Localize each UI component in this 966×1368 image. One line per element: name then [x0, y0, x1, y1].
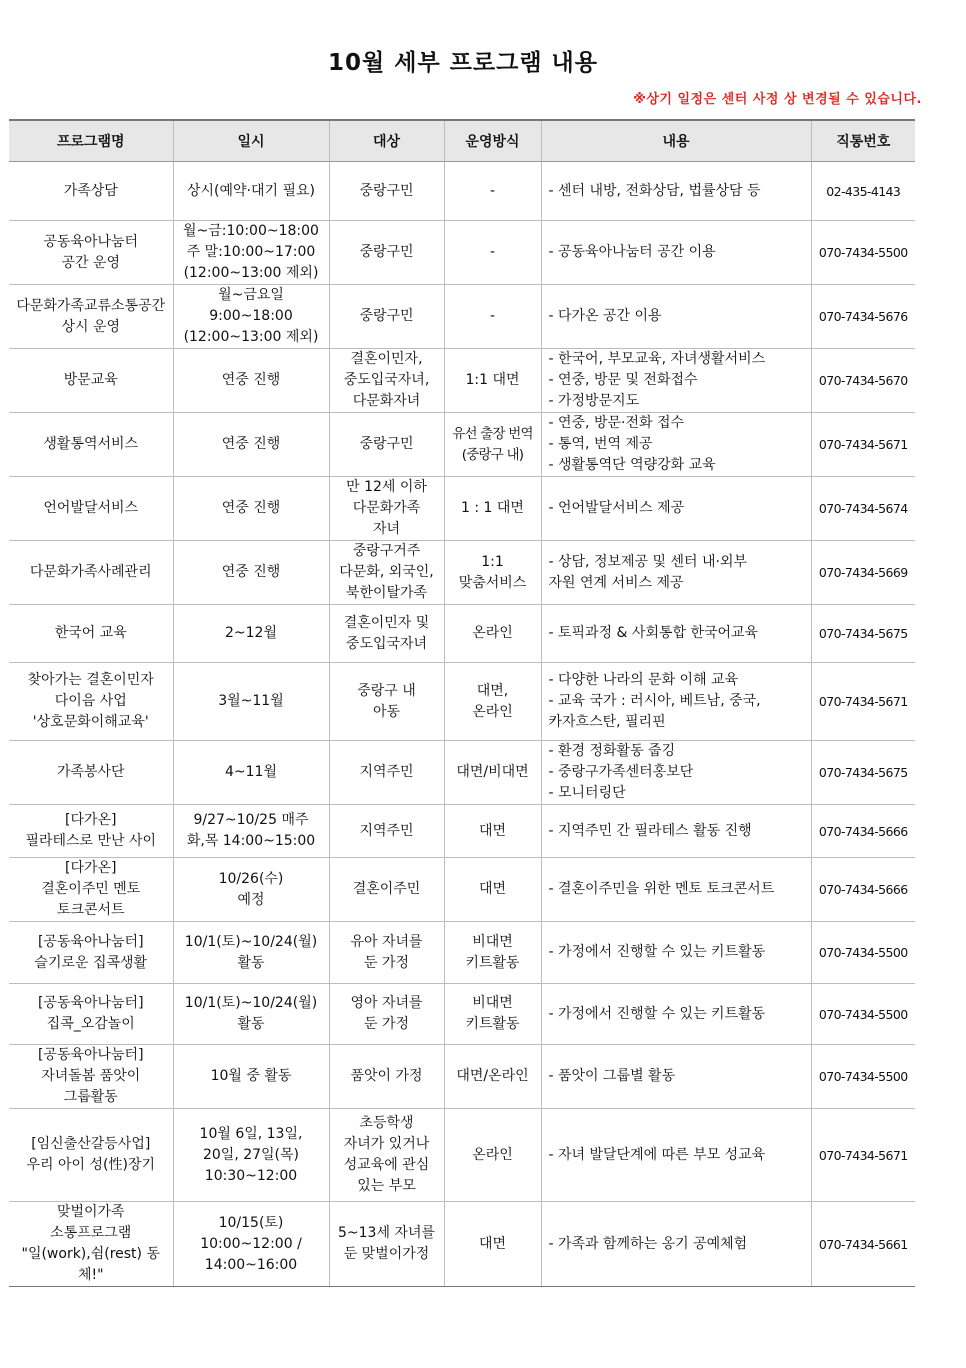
- schedule-cell: 3월~11월: [173, 663, 329, 741]
- method-cell: 유선 출장 번역 (중랑구 내): [444, 413, 541, 477]
- schedule-cell: 연중 진행: [173, 477, 329, 541]
- schedule-cell: 상시(예약·대기 필요): [173, 162, 329, 221]
- program-name-cell: 생활통역서비스: [9, 413, 173, 477]
- program-name-cell: [임신출산갈등사업] 우리 아이 성(性)장기: [9, 1109, 173, 1202]
- schedule-cell: 2~12월: [173, 605, 329, 663]
- program-name-cell: 다문화가족사례관리: [9, 541, 173, 605]
- program-name-cell: [다가온] 결혼이주민 멘토 토크콘서트: [9, 858, 173, 922]
- table-row: [9, 922, 915, 984]
- target-cell: 유아 자녀를 둔 가정: [329, 922, 444, 984]
- schedule-cell: 연중 진행: [173, 413, 329, 477]
- content-cell: - 다가온 공간 이용: [541, 285, 811, 349]
- header-schedule: 일시: [173, 120, 329, 162]
- header-program-name: 프로그램명: [9, 120, 173, 162]
- schedule-cell: 10/15(토) 10:00~12:00 / 14:00~16:00: [173, 1202, 329, 1287]
- header-target: 대상: [329, 120, 444, 162]
- program-name-cell: 공동육아나눔터 공간 운영: [9, 221, 173, 285]
- program-name-cell: 가족봉사단: [9, 741, 173, 805]
- program-name-cell: 가족상담: [9, 162, 173, 221]
- phone-cell: 070-7434-5666: [811, 858, 915, 922]
- header-phone: 직통번호: [811, 120, 915, 162]
- table-row: [9, 162, 915, 221]
- schedule-change-notice: ※상기 일정은 센터 사정 상 변경될 수 있습니다.: [633, 92, 922, 107]
- content-cell: - 가정에서 진행할 수 있는 키트활동: [541, 922, 811, 984]
- schedule-cell: 10/1(토)~10/24(월) 활동: [173, 984, 329, 1045]
- program-name-cell: 한국어 교육: [9, 605, 173, 663]
- schedule-cell: 9/27~10/25 매주 화,목 14:00~15:00: [173, 805, 329, 858]
- header-content: 내용: [541, 120, 811, 162]
- phone-cell: 070-7434-5671: [811, 413, 915, 477]
- method-cell: 온라인: [444, 1109, 541, 1202]
- target-cell: 중랑구민: [329, 162, 444, 221]
- program-name-cell: [공동육아나눔터] 슬기로운 집콕생활: [9, 922, 173, 984]
- target-cell: 지역주민: [329, 741, 444, 805]
- content-cell: - 상담, 정보제공 및 센터 내·외부 자원 연계 서비스 제공: [541, 541, 811, 605]
- method-cell: -: [444, 162, 541, 221]
- table-row: [9, 984, 915, 1045]
- method-cell: 대면: [444, 858, 541, 922]
- table-row: [9, 1202, 915, 1287]
- program-name-cell: [공동육아나눔터] 자녀돌봄 품앗이 그룹활동: [9, 1045, 173, 1109]
- method-cell: 대면: [444, 1202, 541, 1287]
- target-cell: 초등학생 자녀가 있거나 성교육에 관심 있는 부모: [329, 1109, 444, 1202]
- phone-cell: 070-7434-5669: [811, 541, 915, 605]
- method-cell: 대면, 온라인: [444, 663, 541, 741]
- method-cell: 비대면 키트활동: [444, 984, 541, 1045]
- target-cell: 중랑구 내 아동: [329, 663, 444, 741]
- table-row: [9, 413, 915, 477]
- table-row: [9, 349, 915, 413]
- program-name-cell: 다문화가족교류소통공간 상시 운영: [9, 285, 173, 349]
- program-name-cell: [다가온] 필라테스로 만난 사이: [9, 805, 173, 858]
- phone-cell: 070-7434-5675: [811, 605, 915, 663]
- target-cell: 만 12세 이하 다문화가족 자녀: [329, 477, 444, 541]
- schedule-cell: 10/1(토)~10/24(월) 활동: [173, 922, 329, 984]
- target-cell: 중랑구민: [329, 221, 444, 285]
- phone-cell: 070-7434-5500: [811, 922, 915, 984]
- program-name-cell: 방문교육: [9, 349, 173, 413]
- target-cell: 중랑구민: [329, 413, 444, 477]
- method-cell: -: [444, 285, 541, 349]
- schedule-cell: 연중 진행: [173, 349, 329, 413]
- table-row: [9, 285, 915, 349]
- target-cell: 중랑구민: [329, 285, 444, 349]
- content-cell: - 다양한 나라의 문화 이해 교육 - 교육 국가 : 러시아, 베트남, 중국, 카자흐스탄, 필리핀: [541, 663, 811, 741]
- method-cell: 대면/비대면: [444, 741, 541, 805]
- program-name-cell: 언어발달서비스: [9, 477, 173, 541]
- table-row: [9, 805, 915, 858]
- schedule-cell: 10월 6일, 13일, 20일, 27일(목) 10:30~12:00: [173, 1109, 329, 1202]
- target-cell: 결혼이주민: [329, 858, 444, 922]
- table-row: [9, 858, 915, 922]
- phone-cell: 070-7434-5676: [811, 285, 915, 349]
- target-cell: 영아 자녀를 둔 가정: [329, 984, 444, 1045]
- schedule-cell: 연중 진행: [173, 541, 329, 605]
- content-cell: - 지역주민 간 필라테스 활동 진행: [541, 805, 811, 858]
- header-method: 운영방식: [444, 120, 541, 162]
- content-cell: - 가정에서 진행할 수 있는 키트활동: [541, 984, 811, 1045]
- schedule-cell: 10월 중 활동: [173, 1045, 329, 1109]
- content-cell: - 연중, 방문·전화 접수 - 통역, 번역 제공 - 생활통역단 역량강화 교육: [541, 413, 811, 477]
- table-header-row: [9, 120, 915, 162]
- content-cell: - 토픽과정 & 사회통합 한국어교육: [541, 605, 811, 663]
- table-row: [9, 663, 915, 741]
- phone-cell: 070-7434-5500: [811, 1045, 915, 1109]
- phone-cell: 070-7434-5661: [811, 1202, 915, 1287]
- method-cell: 1:1 대면: [444, 349, 541, 413]
- phone-cell: 070-7434-5671: [811, 1109, 915, 1202]
- target-cell: 품앗이 가정: [329, 1045, 444, 1109]
- method-cell: 대면: [444, 805, 541, 858]
- phone-cell: 070-7434-5500: [811, 221, 915, 285]
- table-row: [9, 221, 915, 285]
- phone-cell: 070-7434-5666: [811, 805, 915, 858]
- phone-cell: 070-7434-5674: [811, 477, 915, 541]
- table-row: [9, 1109, 915, 1202]
- target-cell: 5~13세 자녀를 둔 맞벌이가정: [329, 1202, 444, 1287]
- phone-cell: 070-7434-5500: [811, 984, 915, 1045]
- method-cell: 비대면 키트활동: [444, 922, 541, 984]
- content-cell: - 환경 정화활동 줍깅 - 중랑구가족센터홍보단 - 모니터링단: [541, 741, 811, 805]
- content-cell: - 가족과 함께하는 옹기 공예체험: [541, 1202, 811, 1287]
- content-cell: - 센터 내방, 전화상담, 법률상담 등: [541, 162, 811, 221]
- target-cell: 결혼이민자, 중도입국자녀, 다문화자녀: [329, 349, 444, 413]
- content-cell: - 자녀 발달단계에 따른 부모 성교육: [541, 1109, 811, 1202]
- schedule-cell: 월~금요일 9:00~18:00 (12:00~13:00 제외): [173, 285, 329, 349]
- content-cell: - 결혼이주민을 위한 멘토 토크콘서트: [541, 858, 811, 922]
- program-name-cell: 찾아가는 결혼이민자 다이음 사업 '상호문화이해교육': [9, 663, 173, 741]
- phone-cell: 070-7434-5670: [811, 349, 915, 413]
- table-row: [9, 1045, 915, 1109]
- target-cell: 지역주민: [329, 805, 444, 858]
- method-cell: 온라인: [444, 605, 541, 663]
- method-cell: 1 : 1 대면: [444, 477, 541, 541]
- content-cell: - 품앗이 그룹별 활동: [541, 1045, 811, 1109]
- target-cell: 결혼이민자 및 중도입국자녀: [329, 605, 444, 663]
- method-cell: 대면/온라인: [444, 1045, 541, 1109]
- program-name-cell: [공동육아나눔터] 집콕_오감놀이: [9, 984, 173, 1045]
- method-cell: 1:1 맞춤서비스: [444, 541, 541, 605]
- schedule-cell: 4~11월: [173, 741, 329, 805]
- phone-cell: 070-7434-5675: [811, 741, 915, 805]
- method-cell: -: [444, 221, 541, 285]
- table-row: [9, 541, 915, 605]
- phone-cell: 02-435-4143: [811, 162, 915, 221]
- table-row: [9, 741, 915, 805]
- content-cell: - 한국어, 부모교육, 자녀생활서비스 - 연중, 방문 및 전화접수 - 가정방문지도: [541, 349, 811, 413]
- schedule-cell: 월~금:10:00~18:00 주 말:10:00~17:00 (12:00~13:00 제외): [173, 221, 329, 285]
- schedule-cell: 10/26(수) 예정: [173, 858, 329, 922]
- target-cell: 중랑구거주 다문화, 외국인, 북한이탈가족: [329, 541, 444, 605]
- page-title: 10월 세부 프로그램 내용: [328, 50, 598, 76]
- table-row: [9, 477, 915, 541]
- content-cell: - 언어발달서비스 제공: [541, 477, 811, 541]
- content-cell: - 공동육아나눔터 공간 이용: [541, 221, 811, 285]
- table-row: [9, 605, 915, 663]
- phone-cell: 070-7434-5671: [811, 663, 915, 741]
- program-table: [9, 119, 915, 1287]
- program-name-cell: 맞벌이가족 소통프로그램 "일(work),쉼(rest) 동체!": [9, 1202, 173, 1287]
